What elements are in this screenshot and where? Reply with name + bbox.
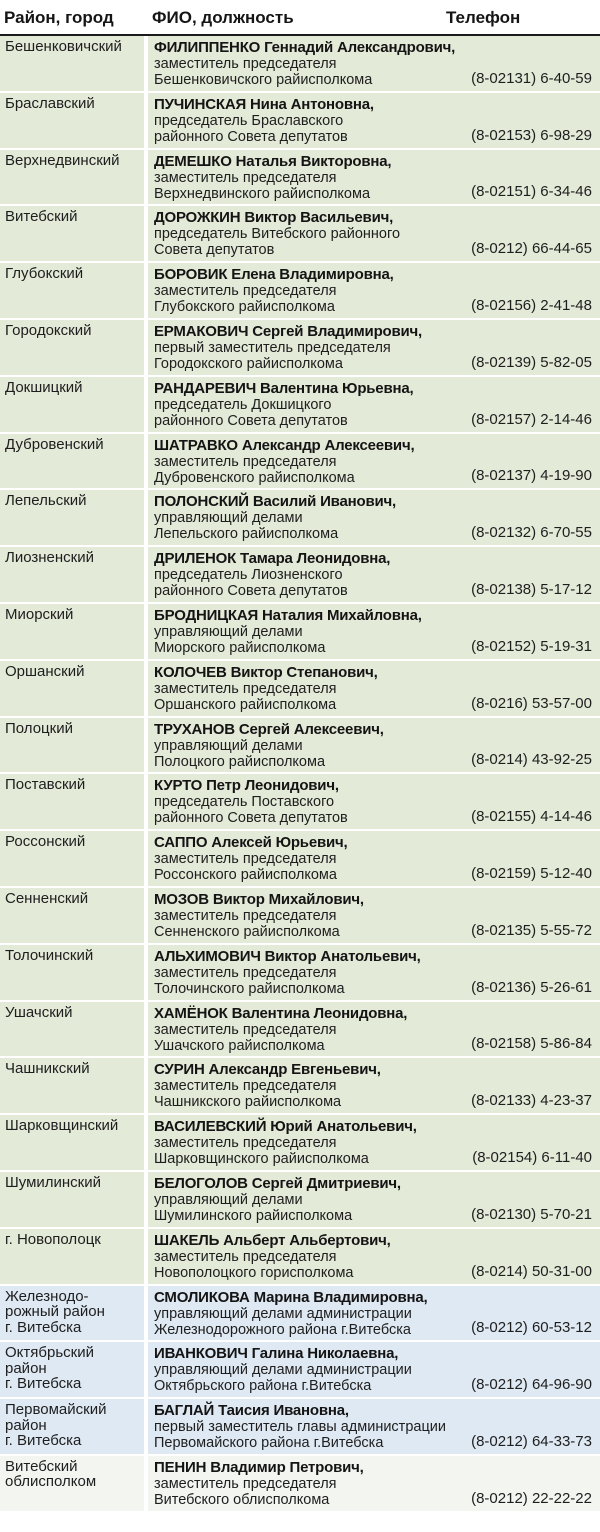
district-cell: Сенненский	[0, 888, 144, 943]
table-row	[0, 1115, 600, 1172]
person-name: БОРОВИК Елена Владимировна,	[154, 266, 394, 284]
contact-cell	[148, 774, 600, 829]
contact-cell	[148, 604, 600, 659]
person-position: председатель Браславского районного Совета депутатов	[154, 112, 348, 145]
person-name: БАГЛАЙ Таисия Ивановна,	[154, 1402, 349, 1420]
table-header	[0, 0, 600, 36]
district-cell: Ушачский	[0, 1002, 144, 1057]
table-row	[0, 1342, 600, 1399]
contact-cell	[148, 1115, 600, 1170]
district-cell: Дубровенский	[0, 434, 144, 489]
person-position: председатель Витебского районного Совета депутатов	[154, 226, 401, 259]
contact-cell	[148, 36, 600, 91]
table-row	[0, 1002, 600, 1059]
person-name: ДРИЛЕНОК Тамара Леонидовна,	[154, 550, 391, 568]
phone-number: (8-02156) 2-41-48	[471, 296, 592, 314]
table-row	[0, 150, 600, 207]
phone-number: (8-02132) 6-70-55	[471, 524, 592, 542]
phone-number: (8-02135) 5-55-72	[471, 921, 592, 939]
contact-cell	[148, 1172, 600, 1227]
header-name: ФИО, должность	[152, 8, 294, 27]
person-position: заместитель председателя Толочинского райисполкома	[154, 964, 345, 997]
table-row	[0, 434, 600, 491]
district-cell: Верхнедвинский	[0, 150, 144, 205]
person-position: заместитель председателя Оршанского райисполкома	[154, 680, 337, 713]
person-position: заместитель председателя Бешенковичского райисполкома	[154, 56, 373, 88]
phone-number: (8-02137) 4-19-90	[471, 467, 592, 485]
person-name: ИВАНКОВИЧ Галина Николаевна,	[154, 1345, 399, 1363]
table-row	[0, 1058, 600, 1115]
person-name: ПЕНИН Владимир Петрович,	[154, 1458, 364, 1476]
contact-cell	[148, 831, 600, 886]
table-row	[0, 1229, 600, 1286]
contact-cell	[148, 1342, 600, 1397]
contact-cell	[148, 150, 600, 205]
phone-number: (8-02157) 2-14-46	[471, 410, 592, 428]
district-cell: Оршанский	[0, 661, 144, 716]
person-name: ФИЛИППЕНКО Геннадий Александрович,	[154, 39, 456, 56]
district-cell: Октябрьский район г. Витебска	[0, 1342, 144, 1397]
person-name: БРОДНИЦКАЯ Наталия Михайловна,	[154, 606, 422, 624]
person-position: заместитель председателя Шарковщинского райисполкома	[154, 1135, 369, 1168]
person-position: заместитель председателя Сенненского райисполкома	[154, 907, 340, 940]
table-row	[0, 206, 600, 263]
contact-cell	[148, 206, 600, 261]
person-name: ПУЧИНСКАЯ Нина Антоновна,	[154, 95, 374, 113]
contact-cell	[148, 718, 600, 773]
phone-number: (8-02136) 5-26-61	[471, 978, 592, 996]
district-cell: Глубокский	[0, 263, 144, 318]
person-name: СУРИН Александр Евгеньевич,	[154, 1061, 381, 1079]
phone-number: (8-0212) 64-33-73	[471, 1432, 592, 1450]
district-cell: Шарковщинский	[0, 1115, 144, 1170]
contact-cell	[148, 434, 600, 489]
contact-cell	[148, 1058, 600, 1113]
phone-number: (8-0212) 22-22-22	[471, 1489, 592, 1507]
district-cell: Поставский	[0, 774, 144, 829]
phone-number: (8-0216) 53-57-00	[471, 694, 592, 712]
person-position: заместитель председателя Дубровенского райисполкома	[154, 453, 355, 486]
contact-cell	[148, 377, 600, 432]
person-name: САППО Алексей Юрьевич,	[154, 834, 348, 852]
phone-number: (8-0212) 60-53-12	[471, 1319, 592, 1337]
contact-cell	[148, 945, 600, 1000]
person-position: заместитель председателя Россонского райисполкома	[154, 851, 337, 884]
table-row	[0, 604, 600, 661]
person-position: управляющий делами администрации Железнодорожного района г.Витебска	[154, 1305, 412, 1338]
district-cell: Витебский облисполком	[0, 1456, 144, 1511]
table-row	[0, 36, 600, 93]
phone-number: (8-0212) 66-44-65	[471, 240, 592, 258]
person-position: управляющий делами Шумилинского райисполкома	[154, 1191, 353, 1224]
phone-number: (8-02153) 6-98-29	[471, 126, 592, 144]
district-cell: Лепельский	[0, 490, 144, 545]
person-position: заместитель председателя Чашникского райисполкома	[154, 1078, 342, 1111]
contact-cell	[148, 661, 600, 716]
phone-number: (8-0214) 43-92-25	[471, 751, 592, 769]
table-row	[0, 1286, 600, 1343]
district-cell: Витебский	[0, 206, 144, 261]
contact-cell	[148, 1286, 600, 1341]
district-cell: Первомайский район г. Витебска	[0, 1399, 144, 1454]
table-row	[0, 93, 600, 150]
person-position: первый заместитель главы администрации Первомайского района г.Витебска	[154, 1419, 446, 1452]
table-row	[0, 661, 600, 718]
phone-number: (8-02159) 5-12-40	[471, 864, 592, 882]
phone-number: (8-02133) 4-23-37	[471, 1092, 592, 1110]
table-row	[0, 490, 600, 547]
table-row	[0, 1399, 600, 1456]
phone-number: (8-02155) 4-14-46	[471, 808, 592, 826]
contact-cell	[148, 888, 600, 943]
table-row	[0, 718, 600, 775]
contact-cell	[148, 1229, 600, 1284]
district-cell: Браславский	[0, 93, 144, 148]
person-name: ДЕМЕШКО Наталья Викторовна,	[154, 152, 392, 170]
person-name: БЕЛОГОЛОВ Сергей Дмитриевич,	[154, 1174, 401, 1192]
person-name: СМОЛИКОВА Марина Владимировна,	[154, 1288, 428, 1306]
table-row	[0, 888, 600, 945]
person-position: заместитель председателя Ушачского райисполкома	[154, 1021, 337, 1054]
phone-number: (8-0212) 64-96-90	[471, 1376, 592, 1394]
district-cell: Полоцкий	[0, 718, 144, 773]
table-row	[0, 831, 600, 888]
person-name: ТРУХАНОВ Сергей Алексеевич,	[154, 720, 384, 738]
district-cell: Толочинский	[0, 945, 144, 1000]
contact-cell	[148, 320, 600, 375]
table-row	[0, 1456, 600, 1513]
person-name: АЛЬХИМОВИЧ Виктор Анатольевич,	[154, 947, 421, 965]
contact-cell	[148, 547, 600, 602]
table-row	[0, 1172, 600, 1229]
person-name: ДОРОЖКИН Виктор Васильевич,	[154, 209, 394, 227]
contact-cell	[148, 93, 600, 148]
person-position: заместитель председателя Верхнедвинского райисполкома	[154, 169, 371, 202]
person-name: ХАМЁНОК Валентина Леонидовна,	[154, 1004, 408, 1022]
table-row	[0, 377, 600, 434]
district-cell: Лиозненский	[0, 547, 144, 602]
phone-number: (8-02152) 5-19-31	[471, 637, 592, 655]
contact-cell	[148, 1002, 600, 1057]
phone-number: (8-02158) 5-86-84	[471, 1035, 592, 1053]
person-name: КУРТО Петр Леонидович,	[154, 777, 339, 795]
person-position: заместитель председателя Витебского облисполкома	[154, 1475, 337, 1508]
person-name: ЕРМАКОВИЧ Сергей Владимирович,	[154, 322, 423, 340]
district-cell: Бешенковичский	[0, 36, 144, 91]
person-name: МОЗОВ Виктор Михайлович,	[154, 890, 364, 908]
person-position: управляющий делами Лепельского райисполкома	[154, 510, 339, 543]
person-position: управляющий делами Полоцкого райисполкома	[154, 737, 326, 770]
person-position: управляющий делами Миорского райисполкома	[154, 623, 326, 656]
table-row	[0, 263, 600, 320]
person-name: ВАСИЛЕВСКИЙ Юрий Анатольевич,	[154, 1118, 417, 1136]
header-district: Район, город	[4, 8, 114, 27]
person-name: РАНДАРЕВИЧ Валентина Юрьевна,	[154, 379, 414, 397]
person-position: управляющий делами администрации Октябрьского района г.Витебска	[154, 1362, 412, 1395]
person-name: ШАКЕЛЬ Альберт Альбертович,	[154, 1231, 391, 1249]
person-position: председатель Поставского районного Совета депутатов	[154, 794, 348, 827]
district-cell: г. Новополоцк	[0, 1229, 144, 1284]
phone-number: (8-0214) 50-31-00	[471, 1262, 592, 1280]
district-cell: Железнодо- рожный район г. Витебска	[0, 1286, 144, 1341]
person-position: заместитель председателя Новополоцкого горисполкома	[154, 1248, 354, 1281]
contact-cell	[148, 263, 600, 318]
person-position: заместитель председателя Глубокского райисполкома	[154, 283, 337, 316]
contact-cell	[148, 490, 600, 545]
person-position: председатель Лиозненского районного Совета депутатов	[154, 567, 348, 600]
district-cell: Миорский	[0, 604, 144, 659]
person-name: КОЛОЧЕВ Виктор Степанович,	[154, 663, 378, 681]
district-cell: Чашникский	[0, 1058, 144, 1113]
contact-cell	[148, 1456, 600, 1511]
table-body	[0, 36, 600, 1513]
district-cell: Городокский	[0, 320, 144, 375]
phone-number: (8-02131) 6-40-59	[471, 69, 592, 87]
person-name: ПОЛОНСКИЙ Василий Иванович,	[154, 493, 396, 511]
phone-number: (8-02130) 5-70-21	[471, 1205, 592, 1223]
table-row	[0, 774, 600, 831]
district-cell: Шумилинский	[0, 1172, 144, 1227]
phone-number: (8-02139) 5-82-05	[471, 353, 592, 371]
phone-number: (8-02138) 5-17-12	[471, 580, 592, 598]
person-name: ШАТРАВКО Александр Алексеевич,	[154, 436, 415, 454]
person-position: председатель Докшицкого районного Совета депутатов	[154, 396, 348, 429]
person-position: первый заместитель председателя Городокского райисполкома	[154, 339, 391, 372]
district-cell: Докшицкий	[0, 377, 144, 432]
contact-cell	[148, 1399, 600, 1454]
table-row	[0, 547, 600, 604]
table-row	[0, 945, 600, 1002]
district-cell: Россонский	[0, 831, 144, 886]
table-row	[0, 320, 600, 377]
phone-number: (8-02154) 6-11-40	[472, 1148, 592, 1166]
phone-number: (8-02151) 6-34-46	[471, 183, 592, 201]
header-phone: Телефон	[446, 8, 521, 27]
